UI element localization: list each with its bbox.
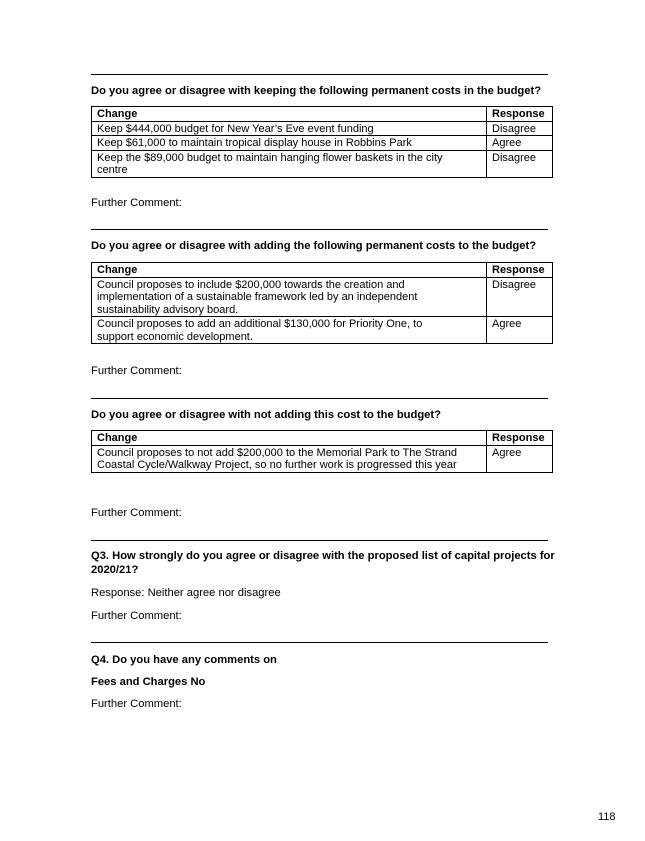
divider-line — [91, 540, 548, 541]
response-cell: Disagree — [487, 277, 553, 317]
further-comment-label: Further Comment: — [91, 365, 182, 377]
change-cell: Council proposes to not add $200,000 to the Memorial Park to The Strand Coastal Cycle/Walkway Project, so no further work is progressed this year — [92, 445, 487, 472]
response-cell: Agree — [487, 445, 553, 472]
page-number: 118 — [598, 811, 616, 823]
change-cell: Council proposes to include $200,000 towards the creation and implementation of a sustainable framework led by an independent sustainability advisory board. — [92, 277, 487, 317]
response-column-header: Response — [487, 107, 553, 122]
table-header-row — [92, 107, 553, 122]
table-row — [92, 150, 553, 177]
question-heading: Do you agree or disagree with not adding this cost to the budget? — [91, 409, 441, 421]
change-cell: Keep the $89,000 budget to maintain hanging flower baskets in the city centre — [92, 150, 487, 177]
change-cell: Keep $61,000 to maintain tropical display house in Robbins Park — [92, 136, 487, 151]
response-cell: Agree — [487, 136, 553, 151]
table-row — [92, 121, 553, 136]
change-cell: Council proposes to add an additional $130,000 for Priority One, to support economic development. — [92, 317, 487, 344]
question-heading: Q3. How strongly do you agree or disagree with the proposed list of capital projects for 2020/21? — [91, 550, 555, 576]
response-cell: Disagree — [487, 150, 553, 177]
subheading: Fees and Charges No — [91, 676, 206, 688]
table-row — [92, 445, 553, 472]
costs-table — [91, 430, 553, 473]
question-heading: Q4. Do you have any comments on — [91, 654, 277, 666]
change-cell: Keep $444,000 budget for New Year’s Eve event funding — [92, 121, 487, 136]
change-column-header: Change — [92, 431, 487, 446]
costs-table — [91, 262, 553, 344]
response-column-header: Response — [487, 263, 553, 278]
further-comment-label: Further Comment: — [91, 197, 182, 209]
response-cell: Disagree — [487, 121, 553, 136]
question-heading: Do you agree or disagree with keeping the following permanent costs in the budget? — [91, 85, 542, 97]
costs-table — [91, 106, 553, 178]
table-row — [92, 317, 553, 344]
further-comment-label: Further Comment: — [91, 698, 182, 710]
further-comment-label: Further Comment: — [91, 610, 182, 622]
response-column-header: Response — [487, 431, 553, 446]
response-cell: Agree — [487, 317, 553, 344]
divider-line — [91, 642, 548, 643]
change-column-header: Change — [92, 107, 487, 122]
divider-line — [91, 398, 548, 399]
response-text: Response: Neither agree nor disagree — [91, 587, 281, 599]
table-header-row — [92, 431, 553, 446]
table-row — [92, 136, 553, 151]
further-comment-label: Further Comment: — [91, 507, 182, 519]
table-header-row — [92, 263, 553, 278]
divider-line — [91, 74, 548, 75]
divider-line — [91, 229, 548, 230]
table-row — [92, 277, 553, 317]
change-column-header: Change — [92, 263, 487, 278]
question-heading: Do you agree or disagree with adding the following permanent costs to the budget? — [91, 240, 537, 252]
